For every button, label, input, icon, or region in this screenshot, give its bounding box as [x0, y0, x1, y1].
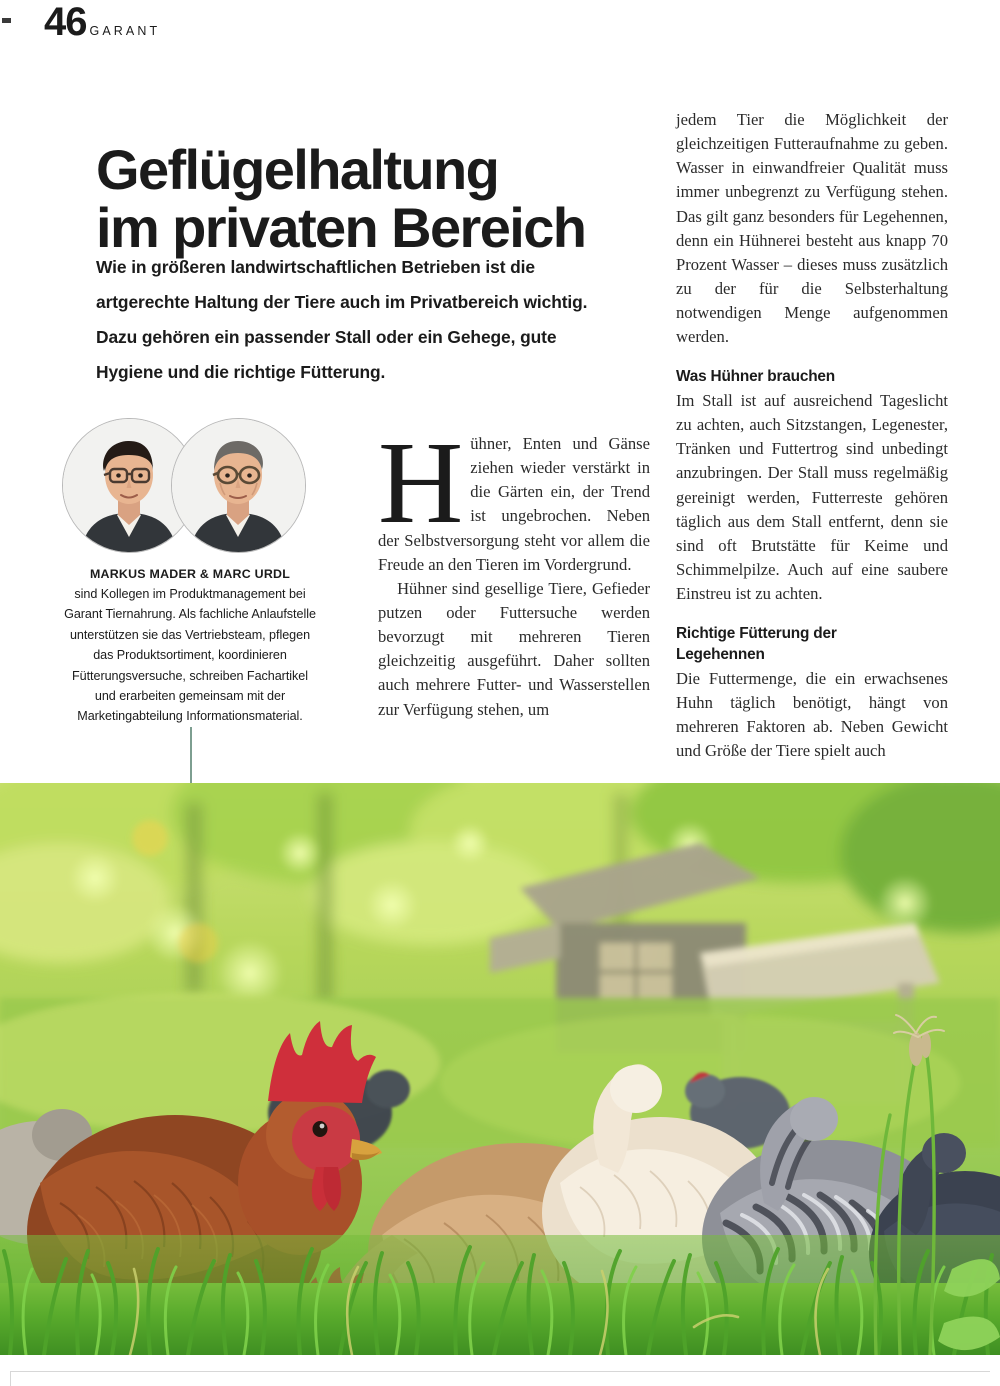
- body-column-2: [378, 417, 650, 722]
- body-paragraph-text: ühner, Enten und Gänse ziehen wieder verstärkt in die Gärten ein, der Trend ist ungebrochen. Neben der Selbstversorgung steht vor allem die Freude an den Tieren im Vordergrund.: [378, 434, 650, 574]
- lead-line-2: artgerechte Haltung der Tiere auch im Privatbereich wichtig.: [96, 292, 588, 313]
- article-headline: [96, 137, 668, 259]
- brand-name: GARANT: [89, 24, 161, 38]
- author-block: [62, 418, 318, 727]
- section-subhead-richtige-fuetterung: [676, 624, 948, 665]
- author-portraits: [62, 418, 318, 558]
- page-bottom-rule-corner: [10, 1371, 11, 1386]
- author-connector-rule: [190, 727, 192, 783]
- author-names: MARKUS MADER & MARC URDL: [89, 567, 291, 581]
- subhead-line-2: Legehennen: [676, 645, 765, 663]
- body-column-3: [676, 108, 948, 763]
- body-paragraph: Hühner sind gesellige Tiere, Gefieder putzen oder Futtersuche werden bevorzugt mit mehreren Tieren gleichzeitig ausgeführt. Daher sollten auch mehrere Futter- und Wasserstellen zur Verfügung stehen, um: [378, 578, 650, 719]
- page-number: 46: [44, 0, 87, 44]
- lead-line-3: Dazu gehören ein passender Stall oder ein Gehege, gute: [96, 327, 557, 348]
- body-paragraph: Im Stall ist auf ausreichend Tageslicht zu achten, auch Sitzstangen, Legenester, Tränken und Futtertrog sind unbedingt anzubringen. Der Stall muss regelmäßig gereinigt werden, Futterreste gehören täglich aus dem Stall entfernt, denn sie sind oft Brutstätte für Keime und Schimmelpilze. Auch auf eine saubere Einstreu ist zu achten.: [676, 391, 948, 604]
- drop-cap: H: [378, 417, 464, 548]
- lead-line-1: Wie in größeren landwirtschaftlichen Betrieben ist die: [96, 257, 535, 277]
- headline-line-2: im privaten Bereich: [96, 195, 586, 259]
- article-photo-free-range-chickens: [0, 783, 1000, 1355]
- headline-line-1: Geflügelhaltung: [96, 137, 499, 201]
- body-paragraph: Die Futtermenge, die ein erwachsenes Huhn täglich benötigt, hängt von mehreren Faktoren ab. Neben Gewicht und Größe der Tiere spielt auch: [676, 668, 948, 761]
- author-bio: sind Kollegen im Produktmanagement bei Garant Tiernahrung. Als fachliche Anlaufstelle unterstützen sie das Vertriebsteam, pflegen das Produktsortiment, koordinieren Fütterungsversuche, schreiben Fachartikel und erarbeiten gemeinsam mit der Marketingabteilung Informationsmaterial.: [64, 587, 316, 724]
- subhead-line-1: Richtige Fütterung der: [676, 625, 837, 643]
- body-paragraph: jedem Tier die Möglichkeit der gleichzeitigen Futteraufnahme zu geben. Wasser in einwandfreier Qualität muss immer unbegrenzt zu Verfügung stehen. Das gilt ganz besonders für Legehennen, denn ein Hühnerei besteht aus knapp 70 Prozent Wasser – dieses muss zusätzlich zu der für die Selbsterhaltung notwendigen Menge aufgenommen werden.: [676, 110, 948, 347]
- page-bottom-rule: [10, 1371, 990, 1372]
- avatar-marc-urdl: [171, 418, 306, 553]
- article-lead: [96, 250, 674, 391]
- section-subhead-was-huehner-brauchen: Was Hühner brauchen: [676, 368, 835, 386]
- lead-line-4: Hygiene und die richtige Fütterung.: [96, 362, 386, 383]
- body-paragraph: [378, 417, 650, 577]
